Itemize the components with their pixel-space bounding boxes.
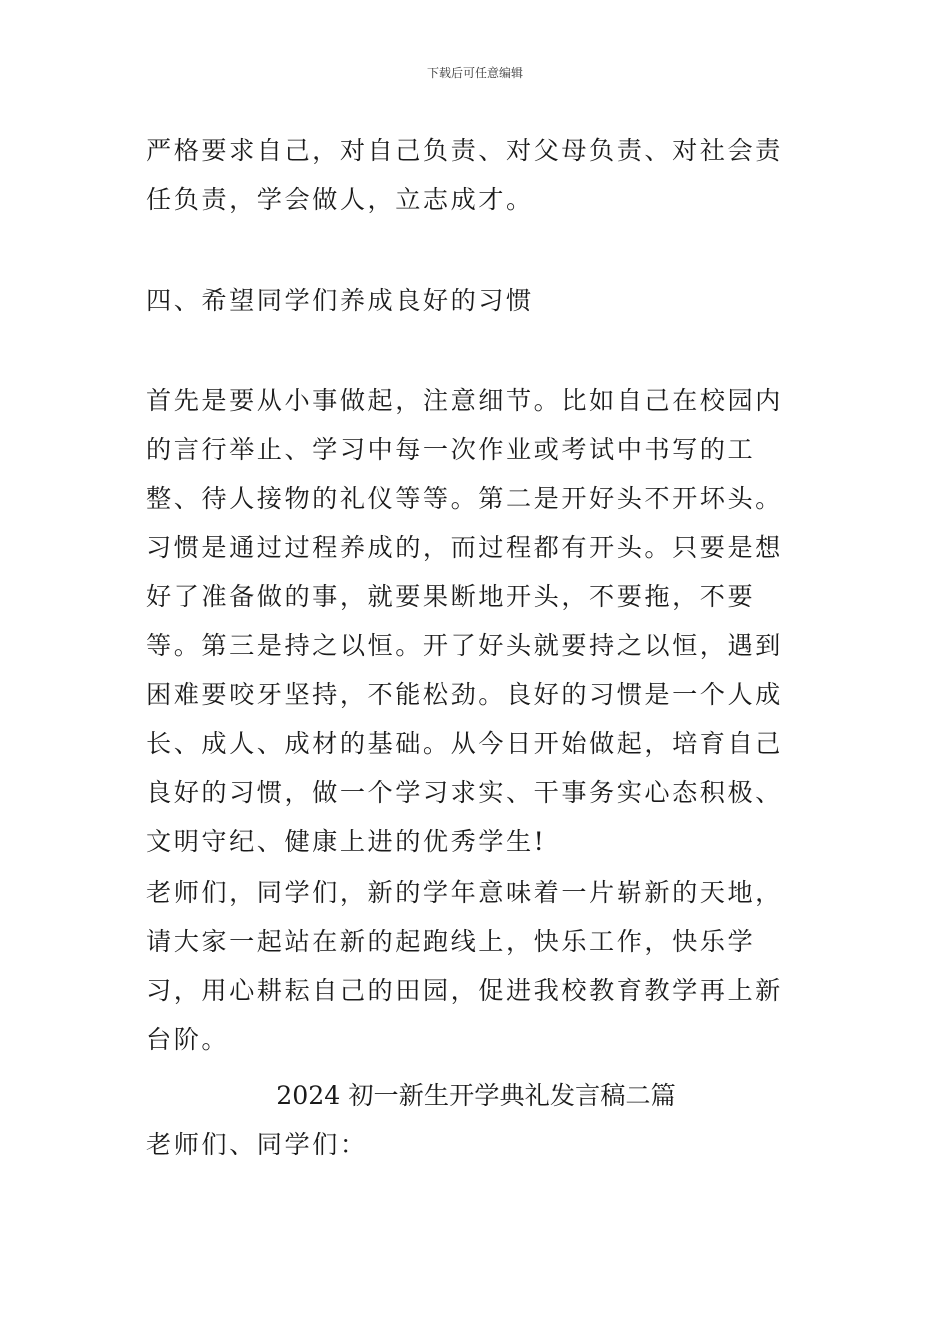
document-title: 2024 初一新生开学典礼发言稿二篇 bbox=[276, 1081, 676, 1110]
section-heading: 四、希望同学们养成良好的习惯 bbox=[146, 286, 534, 315]
salutation: 老师们、同学们： bbox=[146, 1130, 368, 1159]
body-paragraph: 首先是要从小事做起，注意细节。比如自己在校园内的言行举止、学习中每一次作业或考试中书写的工整、待人接物的礼仪等等。第二是开好头不开坏头。习惯是通过过程养成的，而过程都有开头。只要是想好了准备做的事，就要果断地开头，不要拖，不要等。第三是持之以恒。开了好头就要持之以恒，遇到困难要咬牙坚持，不能松劲。良好的习惯是一个人成长、成人、成材的基础。从今日开始做起，培育自己良好的习惯，做一个学习求实、干事务实心态积极、文明守纪、健康上进的优秀学生! bbox=[146, 386, 783, 856]
page-header-caption: 下载后可任意编辑 bbox=[426, 66, 523, 80]
body-paragraph: 老师们，同学们，新的学年意味着一片崭新的天地，请大家一起站在新的起跑线上，快乐工作，快乐学习，用心耕耘自己的田园，促进我校教育教学再上新台阶。 bbox=[146, 878, 783, 1054]
body-paragraph: 严格要求自己，对自己负责、对父母负责、对社会责任负责，学会做人，立志成才。 bbox=[146, 136, 783, 214]
